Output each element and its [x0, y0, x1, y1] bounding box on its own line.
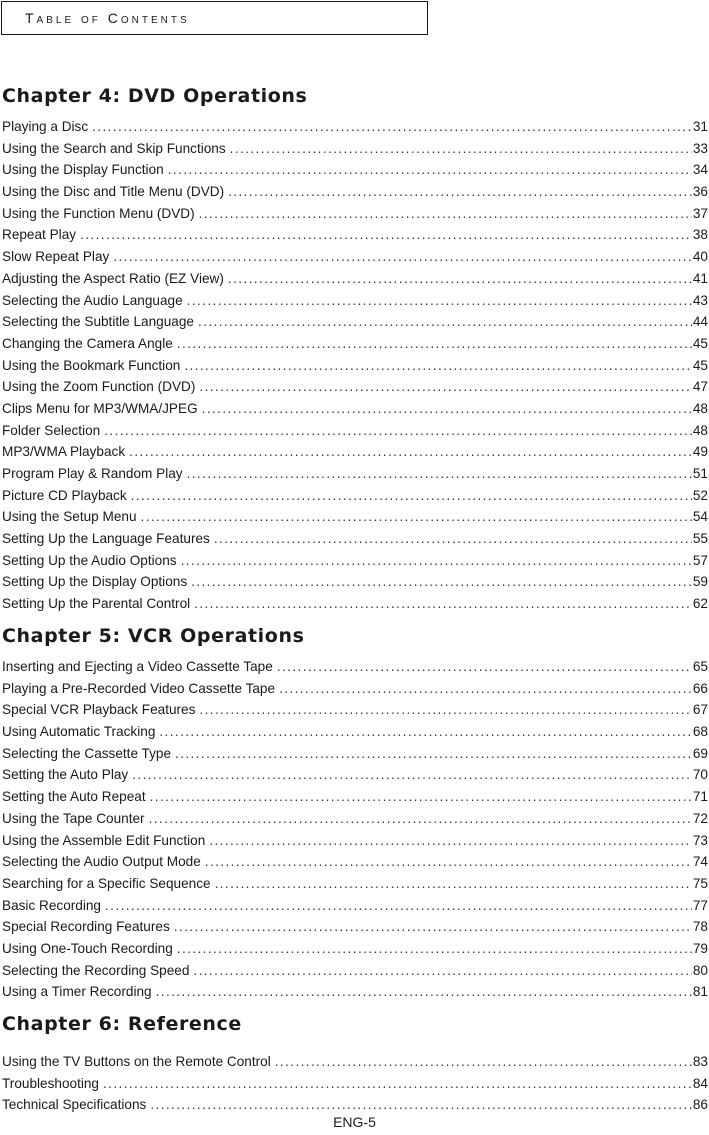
toc-entry-title: Special VCR Playback Features [2, 702, 196, 718]
toc-dot-leader [205, 851, 692, 873]
toc-dot-leader [177, 333, 692, 355]
toc-entry-title: Using the Assemble Edit Function [2, 832, 206, 848]
toc-entry-page: 77 [692, 897, 708, 913]
toc-dot-leader [150, 1094, 692, 1116]
toc-entry-page: 59 [692, 574, 708, 590]
toc-entry-page: 34 [692, 162, 708, 178]
toc-entry [2, 398, 708, 420]
toc-entry [2, 311, 708, 333]
toc-entry-page: 86 [692, 1097, 708, 1113]
toc-entry-title: Using the Setup Menu [2, 509, 137, 525]
toc-dot-leader [174, 916, 692, 938]
chapter-5-title: Chapter 5: VCR Operations [2, 625, 305, 647]
toc-entry [2, 333, 708, 355]
toc-dot-leader [175, 743, 692, 765]
toc-entry [2, 593, 708, 615]
toc-entry-title: Basic Recording [2, 897, 101, 913]
toc-entry-title: Using One-Touch Recording [2, 940, 173, 956]
toc-entry-page: 47 [692, 379, 708, 395]
toc-entry [2, 786, 708, 808]
toc-header-box [1, 1, 428, 35]
toc-dot-leader [198, 311, 692, 333]
toc-entry-page: 44 [692, 314, 708, 330]
toc-entry-title: Technical Specifications [2, 1097, 147, 1113]
toc-dot-leader [141, 506, 692, 528]
toc-entry-page: 65 [692, 659, 708, 674]
toc-entry [2, 159, 708, 181]
toc-entry-page: 68 [692, 724, 708, 740]
toc-entry [2, 246, 708, 268]
toc-entry-page: 81 [692, 984, 708, 1000]
toc-entry [2, 743, 708, 765]
toc-dot-leader [228, 181, 692, 203]
toc-dot-leader [279, 678, 692, 700]
toc-entry-title: Selecting the Recording Speed [2, 962, 190, 978]
toc-entry [2, 678, 708, 700]
toc-entry-page: 70 [692, 767, 708, 783]
toc-entry-page: 84 [692, 1075, 708, 1091]
toc-entry-title: Picture CD Playback [2, 487, 127, 503]
toc-dot-leader [277, 656, 692, 678]
toc-entry-title: Adjusting the Aspect Ratio (EZ View) [2, 270, 224, 286]
toc-entry [2, 699, 708, 721]
toc-dot-leader [103, 1073, 692, 1095]
toc-dot-leader [199, 203, 692, 225]
toc-dot-leader [105, 895, 692, 917]
toc-dot-leader [215, 873, 692, 895]
toc-entry-page: 48 [692, 422, 708, 438]
toc-dot-leader [156, 981, 692, 1003]
toc-entry-page: 67 [692, 702, 708, 718]
toc-entry-title: Setting the Auto Repeat [2, 789, 146, 805]
toc-entry-title: Using the Display Function [2, 162, 164, 178]
toc-entry [2, 116, 708, 138]
toc-entry-page: 73 [692, 832, 708, 848]
toc-entry-title: Selecting the Audio Language [2, 292, 183, 308]
toc-entry [2, 1073, 708, 1095]
toc-dot-leader [194, 593, 692, 615]
toc-dot-leader [149, 808, 692, 830]
toc-entry-title: Slow Repeat Play [2, 249, 110, 265]
toc-dot-leader [92, 116, 692, 138]
chapter-5-list [2, 656, 708, 1003]
toc-entry [2, 960, 708, 982]
toc-dot-leader [159, 721, 692, 743]
toc-entry [2, 181, 708, 203]
toc-entry-title: Using the Zoom Function (DVD) [2, 379, 196, 395]
toc-entry-title: Using Automatic Tracking [2, 724, 156, 740]
toc-entry-page: 83 [692, 1054, 708, 1069]
page-number: ENG-5 [333, 1114, 376, 1130]
toc-entry-title: Inserting and Ejecting a Video Cassette Tape [2, 659, 273, 674]
toc-entry [2, 224, 708, 246]
toc-dot-leader [150, 786, 692, 808]
toc-dot-leader [168, 159, 692, 181]
toc-entry [2, 873, 708, 895]
toc-entry [2, 764, 708, 786]
toc-entry-title: Selecting the Subtitle Language [2, 314, 194, 330]
toc-entry-page: 54 [692, 509, 708, 525]
toc-entry-title: Playing a Pre-Recorded Video Cassette Tape [2, 680, 276, 696]
toc-entry [2, 938, 708, 960]
toc-entry-title: Clips Menu for MP3/WMA/JPEG [2, 400, 198, 416]
toc-entry [2, 420, 708, 442]
toc-entry-title: Using the TV Buttons on the Remote Control [2, 1054, 271, 1069]
toc-dot-leader [104, 420, 692, 442]
toc-entry [2, 1051, 708, 1073]
toc-entry-page: 38 [692, 227, 708, 243]
toc-entry-page: 78 [692, 919, 708, 935]
toc-entry-title: Using the Function Menu (DVD) [2, 205, 195, 221]
toc-entry [2, 895, 708, 917]
toc-entry-page: 66 [692, 680, 708, 696]
chapter-6-list [2, 1051, 708, 1116]
toc-dot-leader [214, 528, 692, 550]
toc-entry-page: 43 [692, 292, 708, 308]
toc-entry-page: 69 [692, 745, 708, 761]
toc-entry-page: 31 [692, 119, 708, 134]
toc-entry [2, 441, 708, 463]
toc-entry-title: Program Play & Random Play [2, 466, 183, 481]
toc-entry-title: Special Recording Features [2, 919, 170, 935]
toc-entry [2, 268, 708, 290]
toc-entry-title: Searching for a Specific Sequence [2, 875, 211, 891]
toc-entry-title: Using a Timer Recording [2, 984, 152, 1000]
chapter-4-title: Chapter 4: DVD Operations [2, 85, 308, 107]
toc-dot-leader [129, 441, 692, 463]
toc-entry [2, 830, 708, 852]
toc-dot-leader [187, 463, 692, 485]
toc-entry [2, 138, 708, 160]
toc-entry-page: 72 [692, 810, 708, 826]
toc-entry-page: 45 [692, 335, 708, 351]
toc-entry [2, 851, 708, 873]
toc-entry [2, 981, 708, 1003]
toc-header-title: Table of Contents [25, 10, 190, 26]
toc-dot-leader [275, 1051, 692, 1073]
toc-dot-leader [181, 550, 692, 572]
toc-dot-leader [193, 960, 691, 982]
toc-entry-page: 40 [692, 249, 708, 265]
toc-dot-leader [209, 830, 692, 852]
toc-entry-page: 49 [692, 444, 708, 460]
toc-dot-leader [199, 376, 691, 398]
toc-entry-title: MP3/WMA Playback [2, 444, 126, 460]
toc-entry [2, 550, 708, 572]
toc-entry-page: 74 [692, 854, 708, 870]
toc-entry [2, 721, 708, 743]
toc-entry-page: 80 [692, 962, 708, 978]
toc-entry-page: 51 [692, 466, 708, 481]
toc-entry [2, 571, 708, 593]
toc-entry-page: 57 [692, 552, 708, 568]
toc-entry [2, 916, 708, 938]
toc-dot-leader [132, 764, 692, 786]
toc-entry-page: 48 [692, 400, 708, 416]
toc-entry-title: Setting the Auto Play [2, 767, 129, 783]
chapter-4-list [2, 116, 708, 615]
toc-entry-page: 75 [692, 875, 708, 891]
toc-entry-title: Setting Up the Parental Control [2, 596, 191, 612]
toc-entry-title: Setting Up the Language Features [2, 531, 210, 547]
toc-entry [2, 506, 708, 528]
toc-entry-page: 36 [692, 184, 708, 200]
toc-entry-title: Playing a Disc [2, 119, 89, 134]
toc-entry-page: 37 [692, 205, 708, 221]
toc-dot-leader [187, 290, 692, 312]
toc-entry [2, 463, 708, 485]
toc-entry [2, 808, 708, 830]
toc-entry-page: 71 [692, 789, 708, 805]
toc-entry-title: Selecting the Audio Output Mode [2, 854, 201, 870]
toc-entry-title: Setting Up the Display Options [2, 574, 188, 590]
toc-entry-page: 62 [692, 596, 708, 612]
toc-entry [2, 376, 708, 398]
toc-entry-page: 45 [692, 357, 708, 373]
toc-dot-leader [131, 485, 692, 507]
toc-entry-title: Troubleshooting [2, 1075, 99, 1091]
toc-dot-leader [184, 355, 692, 377]
toc-entry-page: 41 [692, 270, 708, 286]
toc-dot-leader [199, 699, 691, 721]
toc-dot-leader [177, 938, 692, 960]
toc-entry-title: Selecting the Cassette Type [2, 745, 172, 761]
toc-entry-title: Folder Selection [2, 422, 101, 438]
toc-entry-page: 79 [692, 940, 708, 956]
toc-dot-leader [113, 246, 692, 268]
toc-entry-page: 33 [692, 140, 708, 156]
toc-entry [2, 355, 708, 377]
toc-entry [2, 290, 708, 312]
toc-entry-title: Using the Search and Skip Functions [2, 140, 226, 156]
toc-dot-leader [202, 398, 692, 420]
toc-dot-leader [191, 571, 692, 593]
toc-entry [2, 1094, 708, 1116]
toc-entry-title: Using the Tape Counter [2, 810, 145, 826]
toc-entry-title: Using the Disc and Title Menu (DVD) [2, 184, 225, 200]
chapter-6-title: Chapter 6: Reference [2, 1013, 242, 1035]
toc-entry [2, 485, 708, 507]
toc-entry [2, 203, 708, 225]
toc-entry-title: Setting Up the Audio Options [2, 552, 177, 568]
toc-entry-page: 55 [692, 531, 708, 547]
toc-entry-title: Changing the Camera Angle [2, 335, 173, 351]
toc-entry-title: Repeat Play [2, 227, 77, 243]
toc-entry-page: 52 [692, 487, 708, 503]
toc-dot-leader [80, 224, 692, 246]
toc-entry [2, 528, 708, 550]
toc-entry-title: Using the Bookmark Function [2, 357, 181, 373]
toc-entry [2, 656, 708, 678]
toc-dot-leader [228, 268, 692, 290]
toc-dot-leader [230, 138, 692, 160]
